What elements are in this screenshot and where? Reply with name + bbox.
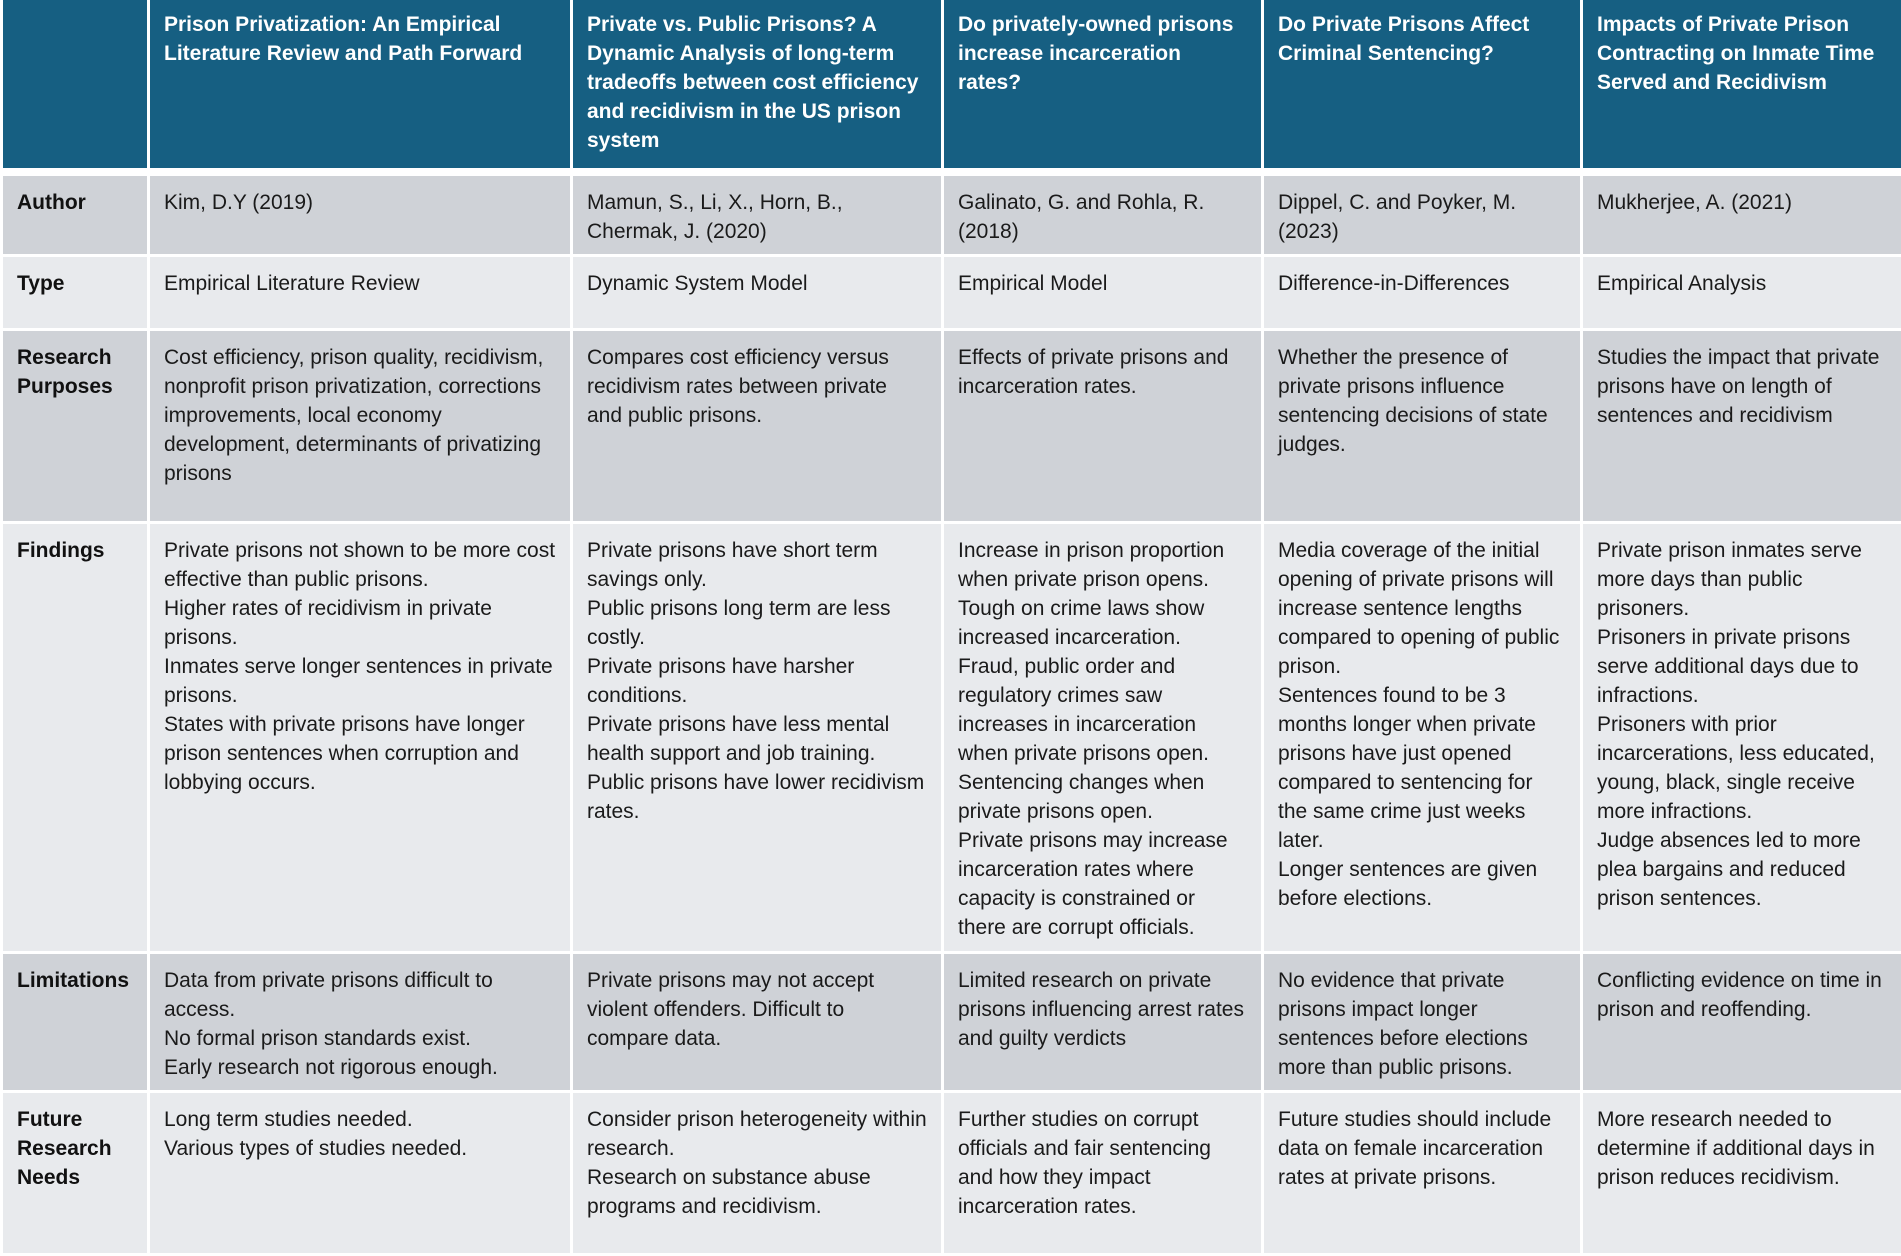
cell-text: Private prisons may not accept violent offenders. Difficult to compare data. (587, 966, 927, 1053)
cell-text: Compares cost efficiency versus recidivism rates between private and public prisons. (587, 343, 927, 430)
table-cell (1582, 953, 1901, 1092)
cell-text: Public prisons long term are less costly. (587, 594, 927, 652)
table-cell (572, 953, 943, 1092)
cell-text: Future studies should include data on female incarceration rates at private prisons. (1278, 1105, 1566, 1192)
cell-text: Dynamic System Model (587, 269, 927, 298)
cell-text: Data from private prisons difficult to access. (164, 966, 556, 1024)
column-header-study-4: Do Private Prisons Affect Criminal Sentencing? (1263, 0, 1582, 172)
table-cell (1263, 953, 1582, 1092)
cell-text: Empirical Literature Review (164, 269, 556, 298)
table-row-findings (2, 523, 1901, 953)
cell-text: Kim, D.Y (2019) (164, 188, 556, 217)
cell-text: Research on substance abuse programs and recidivism. (587, 1163, 927, 1221)
cell-text: No formal prison standards exist. (164, 1024, 556, 1053)
column-header-study-1: Prison Privatization: An Empirical Literature Review and Path Forward (149, 0, 572, 172)
table-row-future-research-needs (2, 1092, 1901, 1255)
column-header-study-5: Impacts of Private Prison Contracting on Inmate Time Served and Recidivism (1582, 0, 1901, 172)
table-cell (1582, 1092, 1901, 1255)
table-cell (149, 1092, 572, 1255)
cell-text: Private prisons have less mental health support and job training. (587, 710, 927, 768)
cell-text: Increase in prison proportion when private prison opens. (958, 536, 1247, 594)
cell-text: Higher rates of recidivism in private prisons. (164, 594, 556, 652)
table-cell (943, 330, 1263, 523)
table-cell (943, 1092, 1263, 1255)
table-row-type (2, 256, 1901, 330)
table-cell (572, 1092, 943, 1255)
table-body (2, 172, 1901, 1255)
table-cell (1263, 330, 1582, 523)
column-header-study-2: Private vs. Public Prisons? A Dynamic Analysis of long-term tradeoffs between cost efficiency and recidivism in the US prison system (572, 0, 943, 172)
table-cell (943, 172, 1263, 256)
cell-text: Long term studies needed. (164, 1105, 556, 1134)
cell-text: Sentencing changes when private prisons open. (958, 768, 1247, 826)
cell-text: Consider prison heterogeneity within research. (587, 1105, 927, 1163)
cell-text: Private prisons not shown to be more cost effective than public prisons. (164, 536, 556, 594)
cell-text: Prisoners with prior incarcerations, less educated, young, black, single receive more infractions. (1597, 710, 1887, 826)
table-cell (943, 523, 1263, 953)
cell-text: Galinato, G. and Rohla, R. (2018) (958, 188, 1247, 246)
cell-text: Studies the impact that private prisons have on length of sentences and recidivism (1597, 343, 1887, 430)
row-header-research-purposes: Research Purposes (2, 330, 149, 523)
cell-text: Private prisons have harsher conditions. (587, 652, 927, 710)
table-cell (572, 256, 943, 330)
cell-text: Private prisons may increase incarceration rates where capacity is constrained or there are corrupt officials. (958, 826, 1247, 942)
row-header-findings: Findings (2, 523, 149, 953)
table-cell (572, 523, 943, 953)
cell-text: Difference-in-Differences (1278, 269, 1566, 298)
column-header-study-3: Do privately-owned prisons increase incarceration rates? (943, 0, 1263, 172)
cell-text: Cost efficiency, prison quality, recidivism, nonprofit prison privatization, corrections improvements, local economy development, determinants of privatizing prisons (164, 343, 556, 488)
row-header-future-research-needs: Future Research Needs (2, 1092, 149, 1255)
table-cell (572, 172, 943, 256)
table-cell (1582, 523, 1901, 953)
cell-text: Mamun, S., Li, X., Horn, B., Chermak, J. (2020) (587, 188, 927, 246)
table-cell (149, 172, 572, 256)
cell-text: Dippel, C. and Poyker, M. (2023) (1278, 188, 1566, 246)
cell-text: Judge absences led to more plea bargains and reduced prison sentences. (1597, 826, 1887, 913)
table-cell (1582, 256, 1901, 330)
cell-text: Longer sentences are given before elections. (1278, 855, 1566, 913)
row-header-author: Author (2, 172, 149, 256)
table-row-author (2, 172, 1901, 256)
table-cell (1263, 172, 1582, 256)
cell-text: Prisoners in private prisons serve additional days due to infractions. (1597, 623, 1887, 710)
table-cell (1263, 256, 1582, 330)
cell-text: Private prison inmates serve more days than public prisoners. (1597, 536, 1887, 623)
cell-text: Whether the presence of private prisons influence sentencing decisions of state judges. (1278, 343, 1566, 459)
cell-text: Fraud, public order and regulatory crimes saw increases in incarceration when private prisons open. (958, 652, 1247, 768)
cell-text: Mukherjee, A. (2021) (1597, 188, 1887, 217)
cell-text: Early research not rigorous enough. (164, 1053, 556, 1082)
cell-text: Media coverage of the initial opening of private prisons will increase sentence lengths compared to opening of public prison. (1278, 536, 1566, 681)
row-header-type: Type (2, 256, 149, 330)
cell-text: Public prisons have lower recidivism rates. (587, 768, 927, 826)
table-cell (149, 256, 572, 330)
table-cell (1263, 523, 1582, 953)
cell-text: No evidence that private prisons impact longer sentences before elections more than public prisons. (1278, 966, 1566, 1082)
cell-text: Empirical Model (958, 269, 1247, 298)
row-header-limitations: Limitations (2, 953, 149, 1092)
table-cell (1582, 330, 1901, 523)
table-cell (149, 523, 572, 953)
table-cell (149, 330, 572, 523)
header-corner-cell (2, 0, 149, 172)
table-row-research-purposes (2, 330, 1901, 523)
table-cell (1582, 172, 1901, 256)
table-row-limitations (2, 953, 1901, 1092)
cell-text: States with private prisons have longer prison sentences when corruption and lobbying occurs. (164, 710, 556, 797)
cell-text: Limited research on private prisons influencing arrest rates and guilty verdicts (958, 966, 1247, 1053)
cell-text: Further studies on corrupt officials and fair sentencing and how they impact incarceration rates. (958, 1105, 1247, 1221)
table-cell (572, 330, 943, 523)
table-cell (1263, 1092, 1582, 1255)
cell-text: More research needed to determine if additional days in prison reduces recidivism. (1597, 1105, 1887, 1192)
cell-text: Tough on crime laws show increased incarceration. (958, 594, 1247, 652)
cell-text: Various types of studies needed. (164, 1134, 556, 1163)
cell-text: Empirical Analysis (1597, 269, 1887, 298)
cell-text: Inmates serve longer sentences in private prisons. (164, 652, 556, 710)
header-row (2, 0, 1901, 172)
cell-text: Sentences found to be 3 months longer when private prisons have just opened compared to sentencing for the same crime just weeks later. (1278, 681, 1566, 855)
cell-text: Effects of private prisons and incarceration rates. (958, 343, 1247, 401)
cell-text: Private prisons have short term savings only. (587, 536, 927, 594)
cell-text: Conflicting evidence on time in prison and reoffending. (1597, 966, 1887, 1024)
table-cell (943, 256, 1263, 330)
table-cell (149, 953, 572, 1092)
table-cell (943, 953, 1263, 1092)
